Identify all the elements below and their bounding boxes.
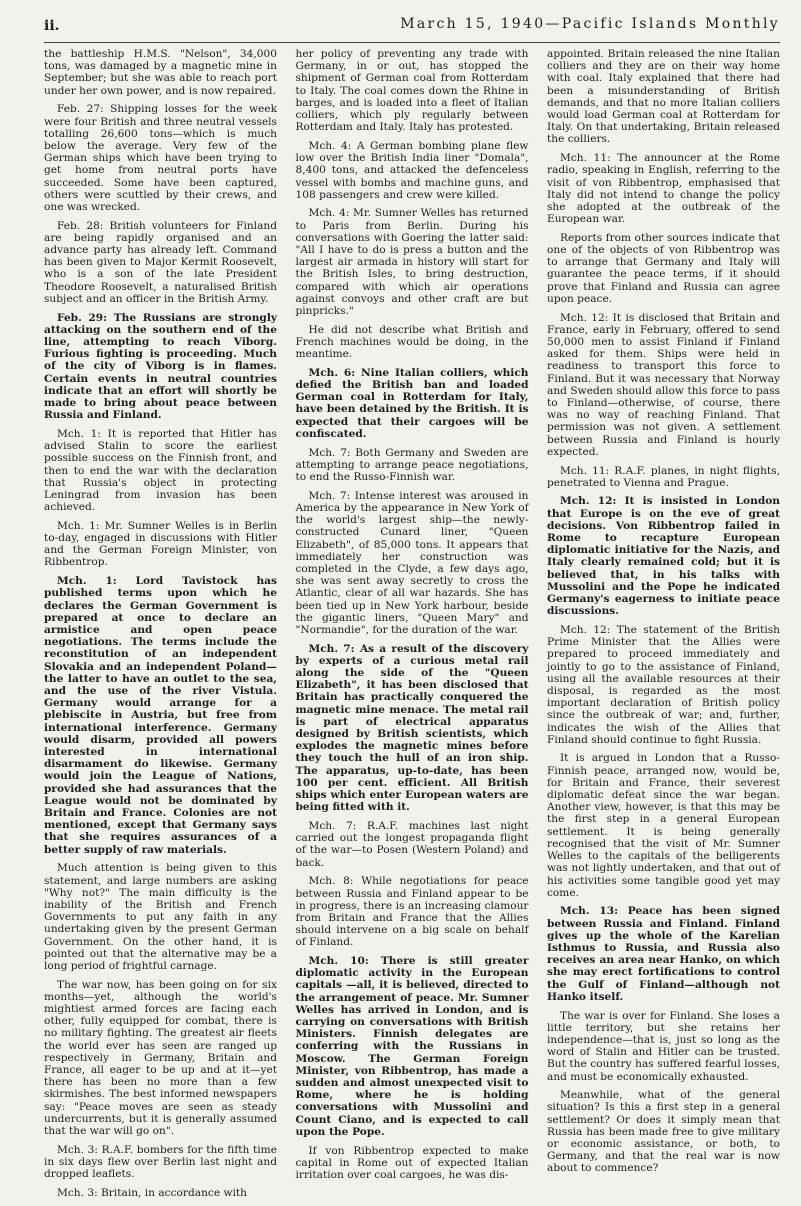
paragraph: Mch. 4: A German bombing plane flew low over the British India liner "Domala", 8,400 tons, and attacked the defenceless vessel with bombs and machine guns, and 108 passengers and crew were killed. (295, 139, 529, 201)
paragraph: The war now, has been going on for six months—yet, although the world's mightiest armed forces are facing each other, fully equipped for combat, there is no military fighting. The greatest air fleets the world ever has seen are ranged up respectively in Germany, Britain and France, all eager to be up and at it—yet there has been no more than a few skirmishes. The best informed newspapers say: "Peace moves are seen as steady undercurrents, but it is generally assumed that the war will go on". (44, 978, 277, 1138)
paragraph: Mch. 12: The statement of the British Prime Minister that the Allies were prepared to proceed immediately and jointly to go to the assistance of Finland, using all the available resources at their disposal, is regarded as the most important declaration of British policy since the outbreak of war; and, further, indicates the wish of the Allies that Finland should continue to fight Russia. (547, 623, 780, 746)
page-header (44, 14, 780, 40)
paragraph: Mch. 13: Peace has been signed between Russia and Finland. Finland gives up the whole of the Karelian Isthmus to Russia, and Russia also receives an area near Hanko, on which she may erect fortifications to control the Gulf of Finland—although not Hanko itself. (547, 905, 780, 1003)
paragraph: Reports from other sources indicate that one of the objects of von Ribbentrop was to arrange that Germany and Italy will guarantee the peace terms, if it should prove that Finland and Russia can agree upon peace. (547, 231, 780, 305)
paragraph: It is argued in London that a Russo-Finnish peace, arranged now, would be, for Britain and France, their severest diplomatic defeat since the war began. Another view, however, is that this may be the first step in a general European settlement. It is being generally recognised that the visit of Mr. Sumner Welles to the capitals of the belligerents was not lightly undertaken, and that out of his activities some tangible good yet may come. (547, 752, 780, 899)
column-3 (547, 48, 780, 1206)
paragraph: Much attention is being given to this statement, and large numbers are asking "Why not?" The main difficulty is the inability of the British and French Governments to put any faith in any undertaking given by the present German Government. On the other hand, it is pointed out that the alternative may be a long period of frightful carnage. (44, 862, 277, 972)
paragraph: Mch. 12: It is disclosed that Britain and France, early in February, offered to send 50,000 men to assist Finland if Finland asked for them. Ships were held in readiness to transport this force to Finland. But it was necessary that Norway and Sweden should allow this force to pass to Finland—otherwise, of course, there was no way of reaching Finland. That permission was not given. A settlement between Russia and Finland is hourly expected. (547, 311, 780, 458)
running-head: March 15, 1940—Pacific Islands Monthly (400, 16, 780, 32)
paragraph: Mch. 11: R.A.F. planes, in night flights, penetrated to Vienna and Prague. (547, 464, 780, 489)
paragraph: The war is over for Finland. She loses a little territory, but she retains her independence—that is, just so long as the word of Stalin and Hitler can be trusted. But the country has suffered fearful losses, and must be economically exhausted. (547, 1009, 780, 1083)
paragraph: Mch. 7: Both Germany and Sweden are attempting to arrange peace negotiations, to end the Russo-Finnish war. (295, 446, 529, 483)
paragraph: If von Ribbentrop expected to make capital in Rome out of expected Italian irritation over coal cargoes, he was dis- (295, 1144, 529, 1181)
paragraph: Mch. 1: Mr. Sumner Welles is in Berlin to-day, engaged in discussions with Hitler and the German Foreign Minister, von Ribbentrop. (44, 519, 277, 569)
paragraph: Mch. 6: Nine Italian colliers, which defied the British ban and loaded German coal in Rotterdam for Italy, have been detained by the British. It is expected that their cargoes will be confiscated. (295, 366, 529, 440)
paragraph: Mch. 7: Intense interest was aroused in America by the appearance in New York of the world's largest ship—the newly-constructed Cunard liner, "Queen Elizabeth", of 85,000 tons. It appears that immediately her construction was completed in the Clyde, a few days ago, she was sent away secretly to cross the Atlantic, clear of all war hazards. She has been tied up in New York harbour, beside the gigantic liners, "Queen Mary" and "Normandie", for the duration of the war. (295, 489, 529, 636)
paragraph: Mch. 10: There is still greater diplomatic activity in the European capitals —all, it is believed, directed to the arrangement of peace. Mr. Sumner Welles has arrived in London, and is carrying on conversations with British Ministers. Finnish delegates are conferring with the Russians in Moscow. The German Foreign Minister, von Ribbentrop, has made a sudden and almost unexpected visit to Rome, where he is holding conversations with Mussolini and Count Ciano, and is expected to call upon the Pope. (295, 955, 529, 1138)
paragraph: Mch. 11: The announcer at the Rome radio, speaking in English, referring to the visit of von Ribbentrop, emphasised that Italy did not intend to change the policy she adopted at the outbreak of the European war. (547, 152, 780, 226)
paragraph: Mch. 1: It is reported that Hitler has advised Stalin to score the earliest possible success on the Finnish front, and then to end the war with the declaration that Russia's object in protecting Leningrad from invasion has been achieved. (44, 427, 277, 514)
paragraph: the battleship H.M.S. "Nelson", 34,000 tons, was damaged by a magnetic mine in September; but she was able to reach port under her own power, and is now repaired. (44, 48, 277, 97)
paragraph: He did not describe what British and French machines would be doing, in the meantime. (295, 323, 529, 361)
header-rule (44, 42, 780, 43)
paragraph: her policy of preventing any trade with Germany, in or out, has stopped the shipment of German coal from Rotterdam to Italy. The coal comes down the Rhine in barges, and is loaded into a fleet of Italian colliers, which ply regularly between Rotterdam and Italy. Italy has protested. (295, 48, 529, 134)
page-number: ii. (44, 18, 60, 34)
paragraph: Feb. 27: Shipping losses for the week were four British and three neutral vessels totalling 26,600 tons—which is much below the average. Very few of the German ships which have been trying to get home from neutral ports have succeeded. Some have been captured, others were scuttled by their crews, and one was wrecked. (44, 103, 277, 213)
paragraph: Mch. 3: R.A.F. bombers for the fifth time in six days flew over Berlin last night and dropped leaflets. (44, 1143, 277, 1181)
paragraph: Mch. 8: While negotiations for peace between Russia and Finland appear to be in progress, there is an increasing clamour from Britain and France that the Allies should intervene on a big scale on behalf of Finland. (295, 875, 529, 949)
paragraph: Feb. 29: The Russians are strongly attacking on the southern end of the line, attempting to reach Viborg. Furious fighting is proceeding. Much of the city of Viborg is in flames. Certain events in neutral countries indicate that an effort will shortly be made to bring about peace between Russia and Finland. (44, 311, 277, 422)
paragraph: Mch. 4: Mr. Sumner Welles has returned to Paris from Berlin. During his conversations with Goering the latter said: "All I have to do is press a button and the largest air armada in history will start for the British Isles, to bring destruction, compared with which air operations against convoys and other craft are but pinpricks." (295, 207, 529, 318)
paragraph: Mch. 7: R.A.F. machines last night carried out the longest propaganda flight of the war—to Posen (Western Poland) and back. (295, 819, 529, 869)
paragraph: Feb. 28: British volunteers for Finland are being rapidly organised and an advance party has already left. Command has been given to Major Kermit Roosevelt, who is a son of the late President Theodore Roosevelt, a naturalised British subject and an officer in the British Army. (44, 219, 277, 305)
paragraph: Mch. 1: Lord Tavistock has published terms upon which he declares the German Government is prepared at once to declare an armistice and open peace negotiations. The terms include the reconstitution of an independent Slovakia and an independent Poland—the latter to have an outlet to the sea, and the use of the river Vistula. Germany would arrange for a plebiscite in Austria, but free from international interference. Germany would disarm, provided all powers interested in international disarmament do likewise. Germany would join the League of Nations, provided she had assurances that the League would not be dominated by Britain and France. Colonies are not mentioned, except that Germany says that she requires assurances of a better supply of raw materials. (44, 575, 277, 856)
column-2 (296, 48, 529, 1206)
paragraph: Mch. 7: As a result of the discovery by experts of a curious metal rail along the side of the "Queen Elizabeth", it has been disclosed that Britain has practically conquered the magnetic mine menace. The metal rail is part of electrical apparatus designed by British scientists, which explodes the magnetic mines before they touch the hull of an iron ship. The apparatus, up-to-date, has been 100 per cent. efficient. All British ships which enter European waters are being fitted with it. (295, 642, 529, 814)
article-columns (44, 48, 780, 1206)
paragraph: Meanwhile, what of the general situation? Is this a first step in a general settlement? Or does it simply mean that Russia has been made free to give military or economic assistance, or both, to Germany, and that the real war is now about to commence? (547, 1089, 780, 1175)
column-1 (44, 48, 277, 1206)
paragraph: Mch. 3: Britain, in accordance with (57, 1186, 247, 1199)
paragraph: Mch. 12: It is insisted in London that Europe is on the eve of great decisions. Von Ribbentrop failed in Rome to recapture European diplomatic initiative for the Nazis, and Italy clearly remained cold; but it is believed that, in his talks with Mussolini and the Pope he indicated Germany's eagerness to initiate peace discussions. (547, 495, 780, 618)
paragraph: appointed. Britain released the nine Italian colliers and they are on their way home with coal. Italy explained that there had been a misunderstanding of British demands, and that no more Italian colliers would load German coal at Rotterdam for Italy. On that undertaking, Britain released the colliers. (547, 48, 780, 146)
